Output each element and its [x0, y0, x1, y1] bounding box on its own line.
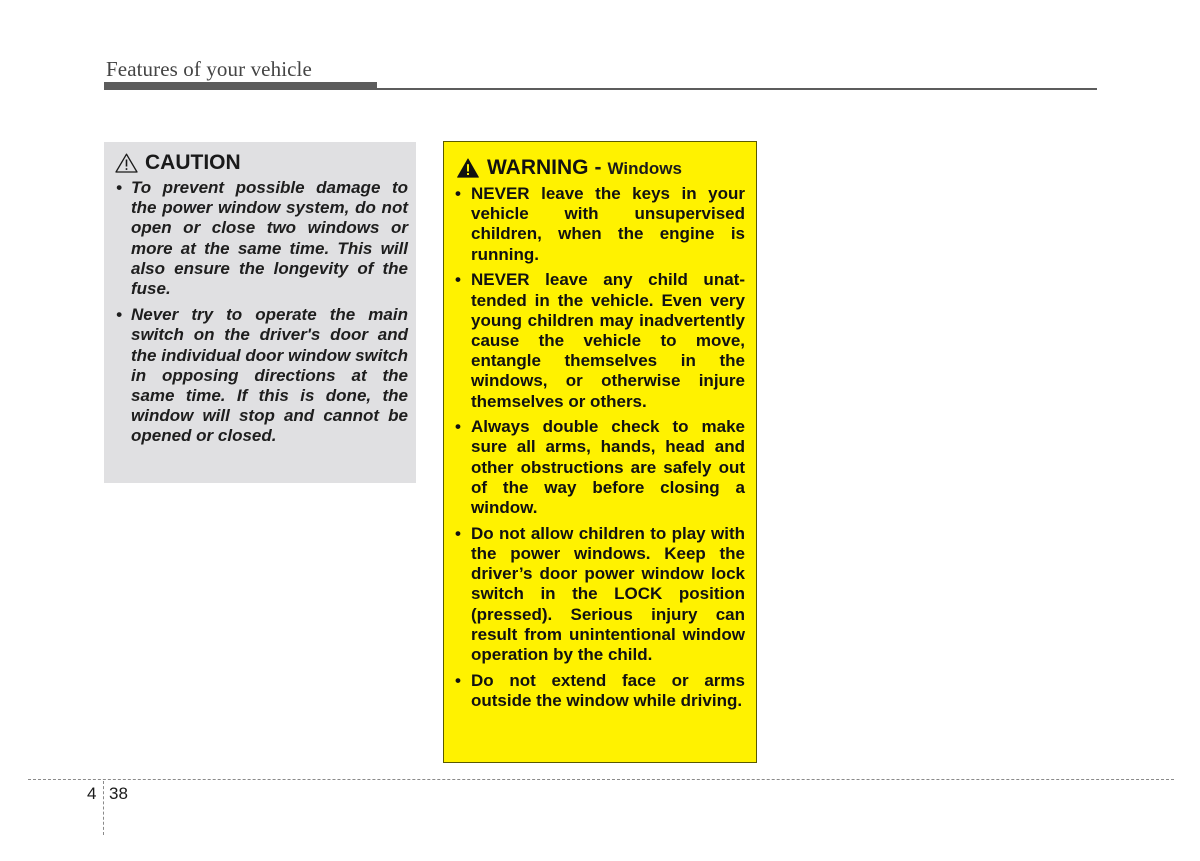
caution-box	[104, 142, 416, 483]
warning-heading	[454, 154, 745, 182]
section-title: Features of your vehicle	[106, 57, 312, 81]
warning-separator: -	[594, 156, 602, 179]
warning-subtitle: Windows	[607, 159, 682, 178]
footer-divider	[103, 781, 104, 835]
chapter-number: 4	[87, 784, 97, 803]
warning-item: • Always double check to make sure all arms, hands, head and other obstructions are safely out of the way before closing a window.	[455, 417, 745, 518]
warning-item-text: NEVER leave any child unattended in the vehicle. Even very young children may inadvertently cause the vehicle to move, entangle themselves in the windows, or otherwise injure themselves or others.	[471, 270, 745, 411]
caution-item: • Never try to operate the main switch on the driver's door and the individual door window switch in opposing directions at the same time. If this is done, the window will stop and cannot be opened or closed.	[116, 305, 408, 446]
warning-item: • Do not allow children to play with the power windows. Keep the driver’s door power window lock switch in the LOCK position (pressed). Serious injury can result from unintentional window operation by the child.	[455, 523, 745, 664]
warning-item-text: Do not allow children to play with the power windows. Keep the driver’s door power window lock switch in the LOCK position (pressed). Serious injury can result from unintentional window operation by the child.	[471, 523, 745, 664]
caution-item-text: To prevent possible damage to the power window system, do not open or close two windows or more at the same time. This will also ensure the longevity of the fuse.	[131, 178, 408, 299]
header-rule	[104, 88, 1097, 90]
warning-list	[454, 184, 745, 711]
caution-title: CAUTION	[145, 151, 241, 174]
warning-item: • Do not extend face or arms outside the window while driving.	[455, 670, 745, 710]
footer-rule	[28, 779, 1174, 780]
page-number: 38	[109, 784, 128, 803]
caution-item-text: Never try to operate the main switch on the driver's door and the individual door window switch in opposing directions at the same time. If this is done, the window will stop and cannot be opened or closed.	[131, 305, 408, 446]
warning-item: • NEVER leave any child unattended in the vehicle. Even very young children may inadvertently cause the vehicle to move, entangle themselves in the windows, or otherwise injure themselves or others.	[455, 270, 745, 411]
caution-heading	[114, 151, 408, 175]
warning-item: • NEVER leave the keys in your vehicle with unsupervised children, when the engine is running.	[455, 184, 745, 264]
warning-box	[443, 141, 757, 763]
caution-item: • To prevent possible damage to the power window system, do not open or close two windows or more at the same time. This will also ensure the longevity of the fuse.	[116, 178, 408, 299]
warning-triangle-icon	[457, 158, 479, 178]
warning-title: WARNING	[487, 156, 589, 179]
warning-item-text: NEVER leave the keys in your vehicle with unsupervised children, when the engine is running.	[471, 184, 745, 264]
warning-item-text: Always double check to make sure all arms, hands, head and other obstructions are safely out of the way before closing a window.	[471, 417, 745, 518]
caution-list	[114, 178, 408, 447]
warning-item-text: Do not extend face or arms outside the window while driving.	[471, 670, 745, 710]
caution-triangle-icon	[115, 153, 138, 173]
